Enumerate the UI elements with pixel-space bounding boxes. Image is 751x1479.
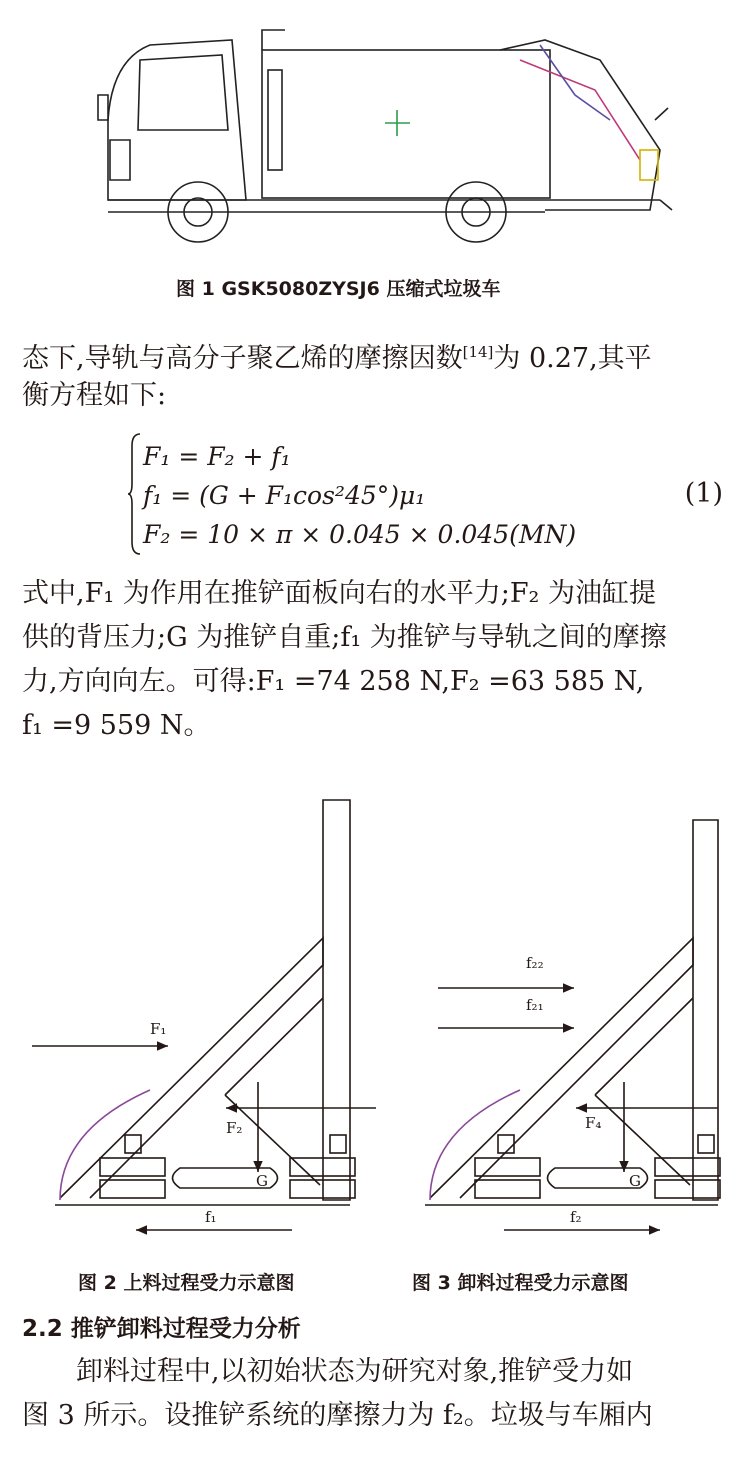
label-F1: F₁ [150, 1020, 167, 1038]
figure2-caption: 图 2 上料过程受力示意图 [78, 1272, 295, 1294]
section-heading: 2.2 推铲卸料过程受力分析 [22, 1316, 301, 1342]
label-G-fig3: G [629, 1172, 641, 1190]
label-f22: f₂₂ [526, 954, 544, 972]
paragraph-3-line-2: 图 3 所示。设推铲系统的摩擦力为 f₂。垃圾与车厢内 [22, 1400, 653, 1431]
paragraph-1-line-1a: 态下,导轨与高分子聚乙烯的摩擦因数 [22, 343, 463, 374]
label-f2: f₂ [570, 1208, 582, 1226]
figure1-caption: 图 1 GSK5080ZYSJ6 压缩式垃圾车 [176, 278, 501, 300]
equation-row-3: F₂ = 10 × π × 0.045 × 0.045(MN) [143, 520, 577, 549]
equation-1 [143, 437, 576, 554]
paragraph-2-line-4: f₁ =9 559 N。 [22, 710, 211, 741]
label-G-fig2: G [256, 1172, 268, 1190]
label-f21: f₂₁ [526, 996, 544, 1014]
paragraph-2 [22, 572, 734, 748]
paragraph-1-line-2: 衡方程如下: [22, 380, 167, 411]
paragraph-1-line-1b: 为 0.27,其平 [493, 343, 652, 374]
figure3-diagram [425, 820, 720, 1230]
garbage-truck-drawing [0, 0, 751, 300]
paragraph-2-line-3: 力,方向向左。可得:F₁ =74 258 N,F₂ =63 585 N, [22, 666, 645, 697]
equation-number: (1) [684, 478, 723, 509]
label-F2: F₂ [226, 1119, 243, 1137]
paragraph-3 [22, 1350, 734, 1438]
figure2-diagram [32, 800, 376, 1230]
citation-ref: [14] [462, 343, 494, 361]
equation-row-1: F₁ = F₂ + f₁ [143, 442, 291, 471]
label-f1: f₁ [205, 1208, 217, 1226]
equation-row-2: f₁ = (G + F₁cos²45°)μ₁ [143, 481, 426, 510]
figure3-caption: 图 3 卸料过程受力示意图 [412, 1272, 629, 1294]
label-F4: F₄ [585, 1114, 602, 1132]
equation-brace [128, 432, 142, 556]
paragraph-1 [22, 330, 734, 418]
paragraph-2-line-1: 式中,F₁ 为作用在推铲面板向右的水平力;F₂ 为油缸提 [22, 578, 656, 609]
force-diagrams [0, 790, 751, 1250]
paragraph-2-line-2: 供的背压力;G 为推铲自重;f₁ 为推铲与导轨之间的摩擦 [22, 622, 667, 653]
paragraph-3-line-1: 卸料过程中,以初始状态为研究对象,推铲受力如 [76, 1356, 634, 1387]
